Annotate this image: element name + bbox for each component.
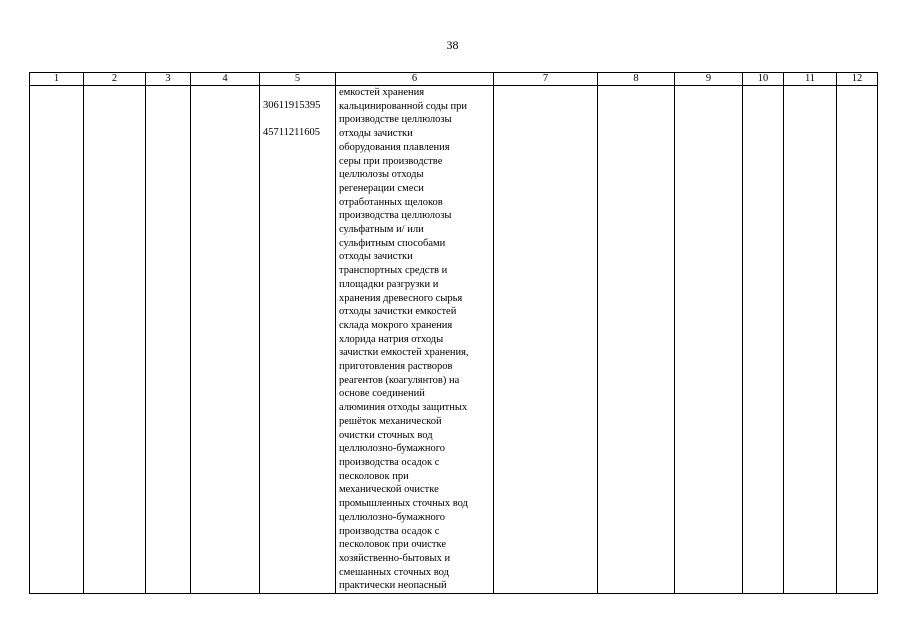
- column-header-2: 2: [84, 73, 146, 86]
- description-line: сульфитным способами: [339, 237, 446, 249]
- description-line: хлорида натрия отходы: [339, 333, 444, 345]
- description-line: отходы зачистки емкостей: [339, 306, 457, 318]
- column-header-12: 12: [837, 73, 878, 86]
- description-line: практически неопасный: [339, 580, 447, 592]
- description-line: производстве целлюлозы: [339, 114, 452, 126]
- description-line: механической очистке: [339, 484, 439, 496]
- cell-col-10: [743, 86, 784, 594]
- description-line: оборудования плавления: [339, 141, 450, 153]
- column-header-7: 7: [494, 73, 598, 86]
- description-line: производства целлюлозы: [339, 210, 452, 222]
- column-header-8: 8: [598, 73, 675, 86]
- waste-table: [29, 72, 878, 594]
- cell-col-4: [191, 86, 260, 594]
- cell-col-9: [675, 86, 743, 594]
- description-line: сульфатным и/ или: [339, 224, 424, 236]
- cell-col-7: [494, 86, 598, 594]
- description-line: склада мокрого хранения: [339, 319, 453, 331]
- description-line: производства осадок с: [339, 456, 440, 468]
- description-line: регенерации смеси: [339, 182, 424, 194]
- description-line: хранения древесного сырья: [339, 292, 463, 304]
- cell-col-1: [30, 86, 84, 594]
- description-line: хозяйственно-бытовых и: [339, 552, 451, 564]
- cell-col-3: [146, 86, 191, 594]
- description-line: кальцинированной соды при: [339, 100, 468, 112]
- description-line: транспортных средств и: [339, 265, 448, 277]
- description-line: серы при производстве: [339, 155, 443, 167]
- waste-description: [336, 86, 493, 593]
- description-line: емкостей хранения: [339, 87, 425, 98]
- description-line: приготовления растворов: [339, 361, 453, 373]
- description-line: реагентов (коагулянтов) на: [339, 374, 460, 386]
- description-line: алюминия отходы защитных: [339, 402, 468, 414]
- waste-code-list: [260, 86, 335, 152]
- description-line: основе соединений: [339, 388, 425, 400]
- description-line: отходы зачистки: [339, 251, 413, 263]
- description-line: очистки сточных вод: [339, 429, 433, 441]
- page-number: 38: [446, 38, 459, 52]
- description-line: площадки разгрузки и: [339, 278, 439, 290]
- column-header-3: 3: [146, 73, 191, 86]
- cell-col-5: [260, 86, 336, 594]
- description-line: зачистки емкостей хранения,: [339, 347, 469, 359]
- description-line: песколовок при очистке: [339, 539, 446, 551]
- waste-code: 45711211605: [263, 126, 320, 138]
- table-row: [30, 86, 878, 594]
- description-line: решёток механической: [339, 415, 442, 427]
- cell-col-11: [784, 86, 837, 594]
- description-line: отработанных щелоков: [339, 196, 443, 208]
- column-header-10: 10: [743, 73, 784, 86]
- cell-col-2: [84, 86, 146, 594]
- column-header-5: 5: [260, 73, 336, 86]
- column-number-row: [30, 73, 878, 86]
- column-header-6: 6: [336, 73, 494, 86]
- description-line: целлюлозно-бумажного: [339, 443, 446, 455]
- column-header-4: 4: [191, 73, 260, 86]
- column-header-1: 1: [30, 73, 84, 86]
- column-header-9: 9: [675, 73, 743, 86]
- cell-col-6: [336, 86, 494, 594]
- description-line: производства осадок с: [339, 525, 440, 537]
- description-line: песколовок при: [339, 470, 409, 482]
- description-line: отходы зачистки: [339, 128, 413, 140]
- cell-col-12: [837, 86, 878, 594]
- description-line: целлюлозно-бумажного: [339, 511, 446, 523]
- waste-code: 30611915395: [263, 100, 321, 112]
- description-line: целлюлозы отходы: [339, 169, 424, 181]
- cell-col-8: [598, 86, 675, 594]
- description-line: промышленных сточных вод: [339, 498, 468, 510]
- column-header-11: 11: [784, 73, 837, 86]
- description-line: смешанных сточных вод: [339, 566, 449, 578]
